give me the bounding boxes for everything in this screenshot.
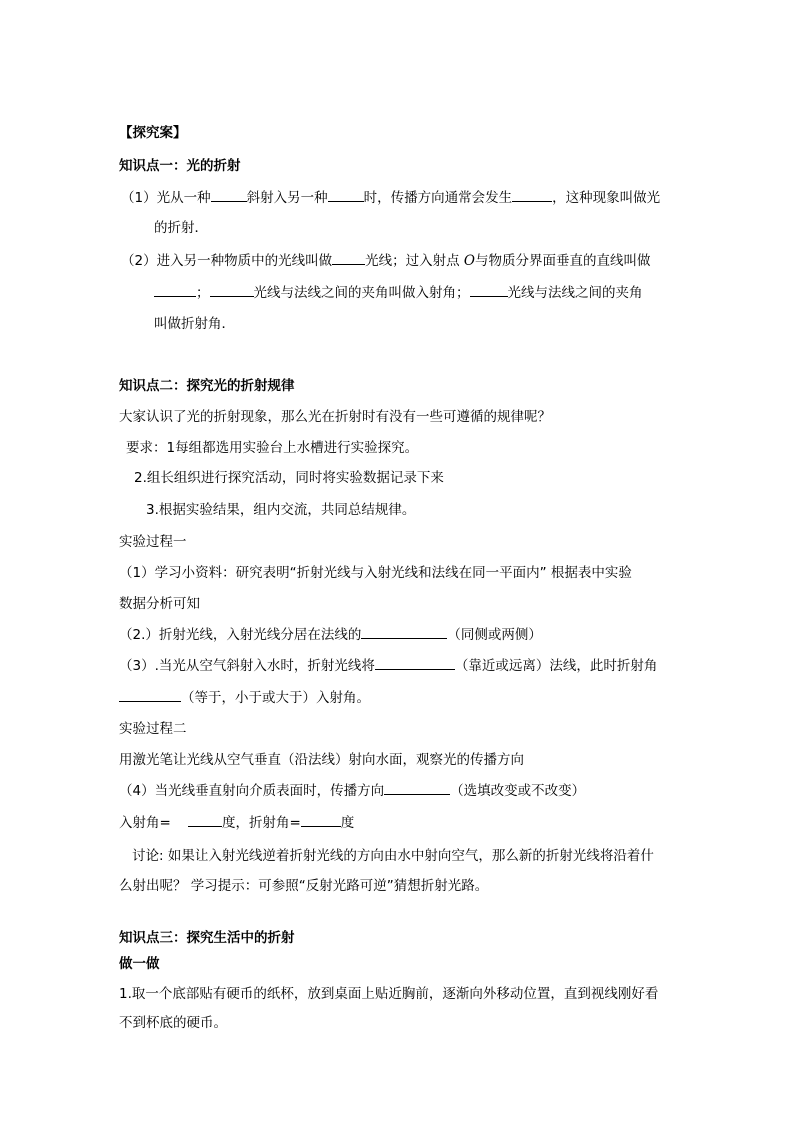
angles-text-c: 度 [340, 815, 355, 831]
blank[interactable] [154, 283, 196, 297]
e3-line2 [119, 688, 370, 708]
e2-line [119, 625, 542, 645]
k1-p1-line1 [121, 188, 660, 208]
e1-line1: （1）学习小资料：研究表明“折射光线与入射光线和法线在同一平面内” 根据表中实验 [119, 565, 632, 581]
e2-text-b: （同侧或两侧） [447, 627, 542, 643]
laser-line: 用激光笔让光线从空气垂直（沿法线）射向水面，观察光的传播方向 [119, 752, 524, 768]
exp2-title: 实验过程二 [119, 721, 187, 737]
blank[interactable] [210, 283, 254, 297]
k1-p1-text-d: ，这种现象叫做光 [552, 190, 661, 206]
k2-intro: 大家认识了光的折射现象，那么光在折射时有没有一些可遵循的规律呢？ [119, 409, 551, 425]
angles-text-b: 度，折射角= [221, 815, 301, 831]
e1-line2: 数据分析可知 [119, 596, 200, 612]
k1-p2-text-d: ； [196, 285, 210, 301]
e3-text-a: （3）.当光从空气斜射入水时，折射光线将 [119, 658, 375, 674]
blank[interactable] [470, 283, 508, 297]
blank[interactable] [384, 781, 450, 795]
k1-p1-text-c: 时，传播方向通常会发生 [363, 190, 513, 206]
k1-p2-text-e: 光线与法线之间的夹角叫做入射角； [253, 285, 470, 301]
discuss-line2: 么射出呢？ 学习提示：可参照“反射光路可逆”猜想折射光路。 [119, 878, 489, 894]
k2-heading: 知识点二：探究光的折射规律 [119, 378, 295, 394]
k1-p2-text-c: 与物质分界面垂直的直线叫做 [474, 253, 651, 269]
k1-p2-line1 [121, 251, 650, 271]
k2-req1: 要求：1每组都选用实验台上水槽进行实验探究。 [126, 440, 419, 456]
k1-heading: 知识点一：光的折射 [119, 158, 241, 174]
e3-text-b: （靠近或远离）法线，此时折射角 [454, 658, 658, 674]
k1-p2-line2 [154, 283, 643, 303]
angles-line [119, 813, 354, 833]
k3-sub: 做一做 [119, 956, 160, 972]
blank[interactable] [211, 188, 247, 202]
k1-p1-text-b: 斜射入另一种 [246, 190, 328, 206]
blank[interactable] [188, 813, 222, 827]
k1-p2-text-a: （2）进入另一种物质中的光线叫做 [121, 253, 333, 269]
angles-text-a: 入射角= [119, 815, 171, 831]
k1-p2-text-f: 光线与法线之间的夹角 [507, 285, 643, 301]
blank[interactable] [301, 813, 341, 827]
blank[interactable] [328, 188, 364, 202]
e2-text-a: （2.）折射光线，入射光线分居在法线的 [119, 627, 362, 643]
exp1-title: 实验过程一 [119, 534, 187, 550]
e4-text-a: （4）当光线垂直射向介质表面时，传播方向 [119, 783, 385, 799]
k1-p2-line3: 叫做折射角． [154, 316, 235, 332]
blank[interactable] [332, 251, 365, 265]
k1-p1-text-a: （1）光从一种 [121, 190, 211, 206]
point-o: O [463, 253, 475, 269]
e3-line1 [119, 656, 657, 676]
e4-text-b: （选填改变或不改变） [450, 783, 586, 799]
k2-req2: 2.组长组织进行探究活动，同时将实验数据记录下来 [134, 470, 444, 486]
k3-heading: 知识点三：探究生活中的折射 [119, 930, 295, 946]
section-title: 【探究案】 [119, 125, 187, 141]
k3-p1-line2: 不到杯底的硬币。 [119, 1015, 227, 1031]
k3-p1-line1: 1.取一个底部贴有硬币的纸杯，放到桌面上贴近胸前，逐渐向外移动位置，直到视线刚好看 [119, 986, 659, 1002]
k1-p2-text-b: 光线；过入射点 [365, 253, 460, 269]
blank[interactable] [375, 656, 455, 670]
blank[interactable] [119, 688, 181, 702]
e3-text-c: （等于，小于或大于）入射角。 [181, 690, 370, 706]
k2-req3: 3.根据实验结果，组内交流，共同总结规律。 [146, 502, 416, 518]
blank[interactable] [361, 625, 447, 639]
k1-p1-line2: 的折射． [154, 220, 208, 236]
e4-line [119, 781, 585, 801]
discuss-line1: 讨论: 如果让入射光线逆着折射光线的方向由水中射向空气，那么新的折射光线将沿着什 [132, 848, 654, 864]
blank[interactable] [512, 188, 552, 202]
